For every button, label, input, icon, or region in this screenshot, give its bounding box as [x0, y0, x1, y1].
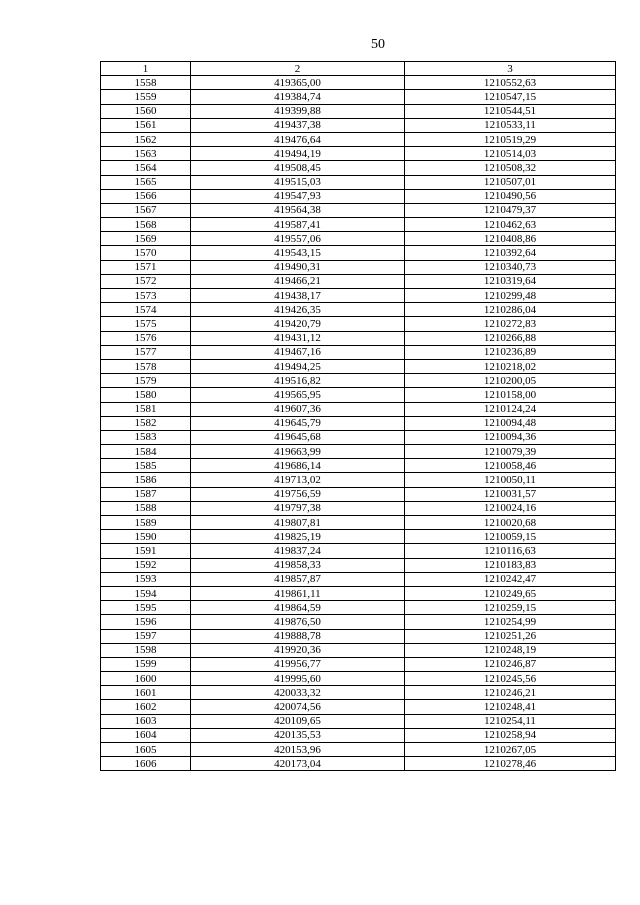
x-coordinate-cell: 419565,95 — [191, 388, 405, 402]
x-coordinate-cell: 419807,81 — [191, 516, 405, 530]
column-header-1: 1 — [101, 62, 191, 76]
y-coordinate-cell: 1210020,68 — [405, 516, 616, 530]
table-row — [101, 331, 616, 345]
x-coordinate-cell: 419956,77 — [191, 657, 405, 671]
y-coordinate-cell: 1210490,56 — [405, 189, 616, 203]
point-number-cell: 1579 — [101, 374, 191, 388]
table-row — [101, 516, 616, 530]
y-coordinate-cell: 1210050,11 — [405, 473, 616, 487]
point-number-cell: 1560 — [101, 104, 191, 118]
x-coordinate-cell: 419494,25 — [191, 359, 405, 373]
x-coordinate-cell: 419645,68 — [191, 430, 405, 444]
x-coordinate-cell: 419920,36 — [191, 643, 405, 657]
point-number-cell: 1570 — [101, 246, 191, 260]
point-number-cell: 1573 — [101, 289, 191, 303]
table-row — [101, 629, 616, 643]
point-number-cell: 1586 — [101, 473, 191, 487]
table-row — [101, 572, 616, 586]
point-number-cell: 1567 — [101, 203, 191, 217]
table-row — [101, 345, 616, 359]
x-coordinate-cell: 419547,93 — [191, 189, 405, 203]
x-coordinate-cell: 419426,35 — [191, 303, 405, 317]
table-row — [101, 274, 616, 288]
point-number-cell: 1582 — [101, 416, 191, 430]
point-number-cell: 1594 — [101, 586, 191, 600]
table-row — [101, 586, 616, 600]
point-number-cell: 1605 — [101, 743, 191, 757]
x-coordinate-cell: 419607,36 — [191, 402, 405, 416]
x-coordinate-cell: 419399,88 — [191, 104, 405, 118]
x-coordinate-cell: 419858,33 — [191, 558, 405, 572]
point-number-cell: 1583 — [101, 430, 191, 444]
point-number-cell: 1576 — [101, 331, 191, 345]
table-row — [101, 132, 616, 146]
point-number-cell: 1571 — [101, 260, 191, 274]
point-number-cell: 1592 — [101, 558, 191, 572]
point-number-cell: 1593 — [101, 572, 191, 586]
point-number-cell: 1559 — [101, 90, 191, 104]
table-row — [101, 104, 616, 118]
table-body — [101, 76, 616, 771]
y-coordinate-cell: 1210059,15 — [405, 530, 616, 544]
table-row — [101, 743, 616, 757]
coordinates-table — [100, 61, 616, 771]
y-coordinate-cell: 1210299,48 — [405, 289, 616, 303]
x-coordinate-cell: 419587,41 — [191, 218, 405, 232]
point-number-cell: 1601 — [101, 686, 191, 700]
x-coordinate-cell: 420135,53 — [191, 728, 405, 742]
point-number-cell: 1585 — [101, 459, 191, 473]
table-row — [101, 643, 616, 657]
y-coordinate-cell: 1210236,89 — [405, 345, 616, 359]
y-coordinate-cell: 1210340,73 — [405, 260, 616, 274]
table-row — [101, 289, 616, 303]
point-number-cell: 1588 — [101, 501, 191, 515]
point-number-cell: 1580 — [101, 388, 191, 402]
x-coordinate-cell: 419467,16 — [191, 345, 405, 359]
y-coordinate-cell: 1210507,01 — [405, 175, 616, 189]
x-coordinate-cell: 419756,59 — [191, 487, 405, 501]
y-coordinate-cell: 1210246,87 — [405, 657, 616, 671]
x-coordinate-cell: 419508,45 — [191, 161, 405, 175]
y-coordinate-cell: 1210079,39 — [405, 445, 616, 459]
point-number-cell: 1603 — [101, 714, 191, 728]
point-number-cell: 1575 — [101, 317, 191, 331]
page-number: 50 — [371, 37, 385, 52]
point-number-cell: 1600 — [101, 672, 191, 686]
table-row — [101, 175, 616, 189]
x-coordinate-cell: 419420,79 — [191, 317, 405, 331]
y-coordinate-cell: 1210248,19 — [405, 643, 616, 657]
table-row — [101, 317, 616, 331]
y-coordinate-cell: 1210246,21 — [405, 686, 616, 700]
point-number-cell: 1602 — [101, 700, 191, 714]
x-coordinate-cell: 420109,65 — [191, 714, 405, 728]
point-number-cell: 1584 — [101, 445, 191, 459]
table-row — [101, 76, 616, 90]
table-row — [101, 374, 616, 388]
x-coordinate-cell: 420153,96 — [191, 743, 405, 757]
column-header-3: 3 — [405, 62, 616, 76]
y-coordinate-cell: 1210218,02 — [405, 359, 616, 373]
table-row — [101, 430, 616, 444]
y-coordinate-cell: 1210094,36 — [405, 430, 616, 444]
table-row — [101, 416, 616, 430]
y-coordinate-cell: 1210251,26 — [405, 629, 616, 643]
x-coordinate-cell: 419797,38 — [191, 501, 405, 515]
y-coordinate-cell: 1210254,99 — [405, 615, 616, 629]
y-coordinate-cell: 1210124,24 — [405, 402, 616, 416]
x-coordinate-cell: 419515,03 — [191, 175, 405, 189]
y-coordinate-cell: 1210319,64 — [405, 274, 616, 288]
table-row — [101, 501, 616, 515]
table-row — [101, 487, 616, 501]
table-row — [101, 615, 616, 629]
table-row — [101, 445, 616, 459]
table-row — [101, 161, 616, 175]
x-coordinate-cell: 419557,06 — [191, 232, 405, 246]
x-coordinate-cell: 419686,14 — [191, 459, 405, 473]
y-coordinate-cell: 1210254,11 — [405, 714, 616, 728]
table-row — [101, 728, 616, 742]
point-number-cell: 1595 — [101, 601, 191, 615]
x-coordinate-cell: 420074,56 — [191, 700, 405, 714]
x-coordinate-cell: 419431,12 — [191, 331, 405, 345]
x-coordinate-cell: 419645,79 — [191, 416, 405, 430]
y-coordinate-cell: 1210392,64 — [405, 246, 616, 260]
x-coordinate-cell: 419494,19 — [191, 147, 405, 161]
x-coordinate-cell: 419663,99 — [191, 445, 405, 459]
y-coordinate-cell: 1210408,86 — [405, 232, 616, 246]
table-row — [101, 686, 616, 700]
x-coordinate-cell: 419543,15 — [191, 246, 405, 260]
point-number-cell: 1562 — [101, 132, 191, 146]
column-header-2: 2 — [191, 62, 405, 76]
x-coordinate-cell: 419864,59 — [191, 601, 405, 615]
x-coordinate-cell: 420033,32 — [191, 686, 405, 700]
table-row — [101, 544, 616, 558]
y-coordinate-cell: 1210058,46 — [405, 459, 616, 473]
y-coordinate-cell: 1210533,11 — [405, 118, 616, 132]
table-row — [101, 359, 616, 373]
x-coordinate-cell: 419861,11 — [191, 586, 405, 600]
point-number-cell: 1565 — [101, 175, 191, 189]
table-row — [101, 473, 616, 487]
y-coordinate-cell: 1210248,41 — [405, 700, 616, 714]
x-coordinate-cell: 419516,82 — [191, 374, 405, 388]
table-row — [101, 558, 616, 572]
y-coordinate-cell: 1210116,63 — [405, 544, 616, 558]
point-number-cell: 1572 — [101, 274, 191, 288]
point-number-cell: 1606 — [101, 757, 191, 771]
table-row — [101, 218, 616, 232]
table-row — [101, 672, 616, 686]
table-row — [101, 118, 616, 132]
point-number-cell: 1558 — [101, 76, 191, 90]
x-coordinate-cell: 419876,50 — [191, 615, 405, 629]
point-number-cell: 1561 — [101, 118, 191, 132]
y-coordinate-cell: 1210266,88 — [405, 331, 616, 345]
x-coordinate-cell: 419466,21 — [191, 274, 405, 288]
y-coordinate-cell: 1210519,29 — [405, 132, 616, 146]
x-coordinate-cell: 419995,60 — [191, 672, 405, 686]
y-coordinate-cell: 1210249,65 — [405, 586, 616, 600]
point-number-cell: 1598 — [101, 643, 191, 657]
point-number-cell: 1590 — [101, 530, 191, 544]
y-coordinate-cell: 1210508,32 — [405, 161, 616, 175]
table-row — [101, 714, 616, 728]
point-number-cell: 1599 — [101, 657, 191, 671]
y-coordinate-cell: 1210259,15 — [405, 601, 616, 615]
point-number-cell: 1591 — [101, 544, 191, 558]
y-coordinate-cell: 1210272,83 — [405, 317, 616, 331]
table-row — [101, 657, 616, 671]
point-number-cell: 1587 — [101, 487, 191, 501]
y-coordinate-cell: 1210479,37 — [405, 203, 616, 217]
point-number-cell: 1597 — [101, 629, 191, 643]
table-row — [101, 757, 616, 771]
y-coordinate-cell: 1210514,03 — [405, 147, 616, 161]
point-number-cell: 1568 — [101, 218, 191, 232]
table-row — [101, 459, 616, 473]
point-number-cell: 1563 — [101, 147, 191, 161]
point-number-cell: 1577 — [101, 345, 191, 359]
table-row — [101, 189, 616, 203]
header-row — [101, 62, 616, 76]
point-number-cell: 1604 — [101, 728, 191, 742]
y-coordinate-cell: 1210200,05 — [405, 374, 616, 388]
y-coordinate-cell: 1210158,00 — [405, 388, 616, 402]
table-row — [101, 388, 616, 402]
y-coordinate-cell: 1210245,56 — [405, 672, 616, 686]
table-row — [101, 246, 616, 260]
x-coordinate-cell: 419825,19 — [191, 530, 405, 544]
point-number-cell: 1596 — [101, 615, 191, 629]
y-coordinate-cell: 1210258,94 — [405, 728, 616, 742]
table-row — [101, 601, 616, 615]
x-coordinate-cell: 419437,38 — [191, 118, 405, 132]
table-row — [101, 700, 616, 714]
table-row — [101, 90, 616, 104]
point-number-cell: 1569 — [101, 232, 191, 246]
x-coordinate-cell: 419384,74 — [191, 90, 405, 104]
table-row — [101, 147, 616, 161]
y-coordinate-cell: 1210267,05 — [405, 743, 616, 757]
y-coordinate-cell: 1210183,83 — [405, 558, 616, 572]
x-coordinate-cell: 419713,02 — [191, 473, 405, 487]
x-coordinate-cell: 419564,38 — [191, 203, 405, 217]
table-header — [101, 62, 616, 76]
y-coordinate-cell: 1210278,46 — [405, 757, 616, 771]
table-row — [101, 303, 616, 317]
x-coordinate-cell: 419888,78 — [191, 629, 405, 643]
table-row — [101, 260, 616, 274]
y-coordinate-cell: 1210094,48 — [405, 416, 616, 430]
y-coordinate-cell: 1210024,16 — [405, 501, 616, 515]
y-coordinate-cell: 1210242,47 — [405, 572, 616, 586]
y-coordinate-cell: 1210552,63 — [405, 76, 616, 90]
point-number-cell: 1566 — [101, 189, 191, 203]
x-coordinate-cell: 419476,64 — [191, 132, 405, 146]
point-number-cell: 1564 — [101, 161, 191, 175]
point-number-cell: 1578 — [101, 359, 191, 373]
y-coordinate-cell: 1210031,57 — [405, 487, 616, 501]
table-row — [101, 232, 616, 246]
x-coordinate-cell: 419438,17 — [191, 289, 405, 303]
x-coordinate-cell: 419365,00 — [191, 76, 405, 90]
y-coordinate-cell: 1210462,63 — [405, 218, 616, 232]
table-row — [101, 530, 616, 544]
point-number-cell: 1589 — [101, 516, 191, 530]
y-coordinate-cell: 1210547,15 — [405, 90, 616, 104]
x-coordinate-cell: 419857,87 — [191, 572, 405, 586]
y-coordinate-cell: 1210286,04 — [405, 303, 616, 317]
y-coordinate-cell: 1210544,51 — [405, 104, 616, 118]
x-coordinate-cell: 420173,04 — [191, 757, 405, 771]
table-row — [101, 402, 616, 416]
point-number-cell: 1581 — [101, 402, 191, 416]
point-number-cell: 1574 — [101, 303, 191, 317]
x-coordinate-cell: 419837,24 — [191, 544, 405, 558]
table-row — [101, 203, 616, 217]
x-coordinate-cell: 419490,31 — [191, 260, 405, 274]
